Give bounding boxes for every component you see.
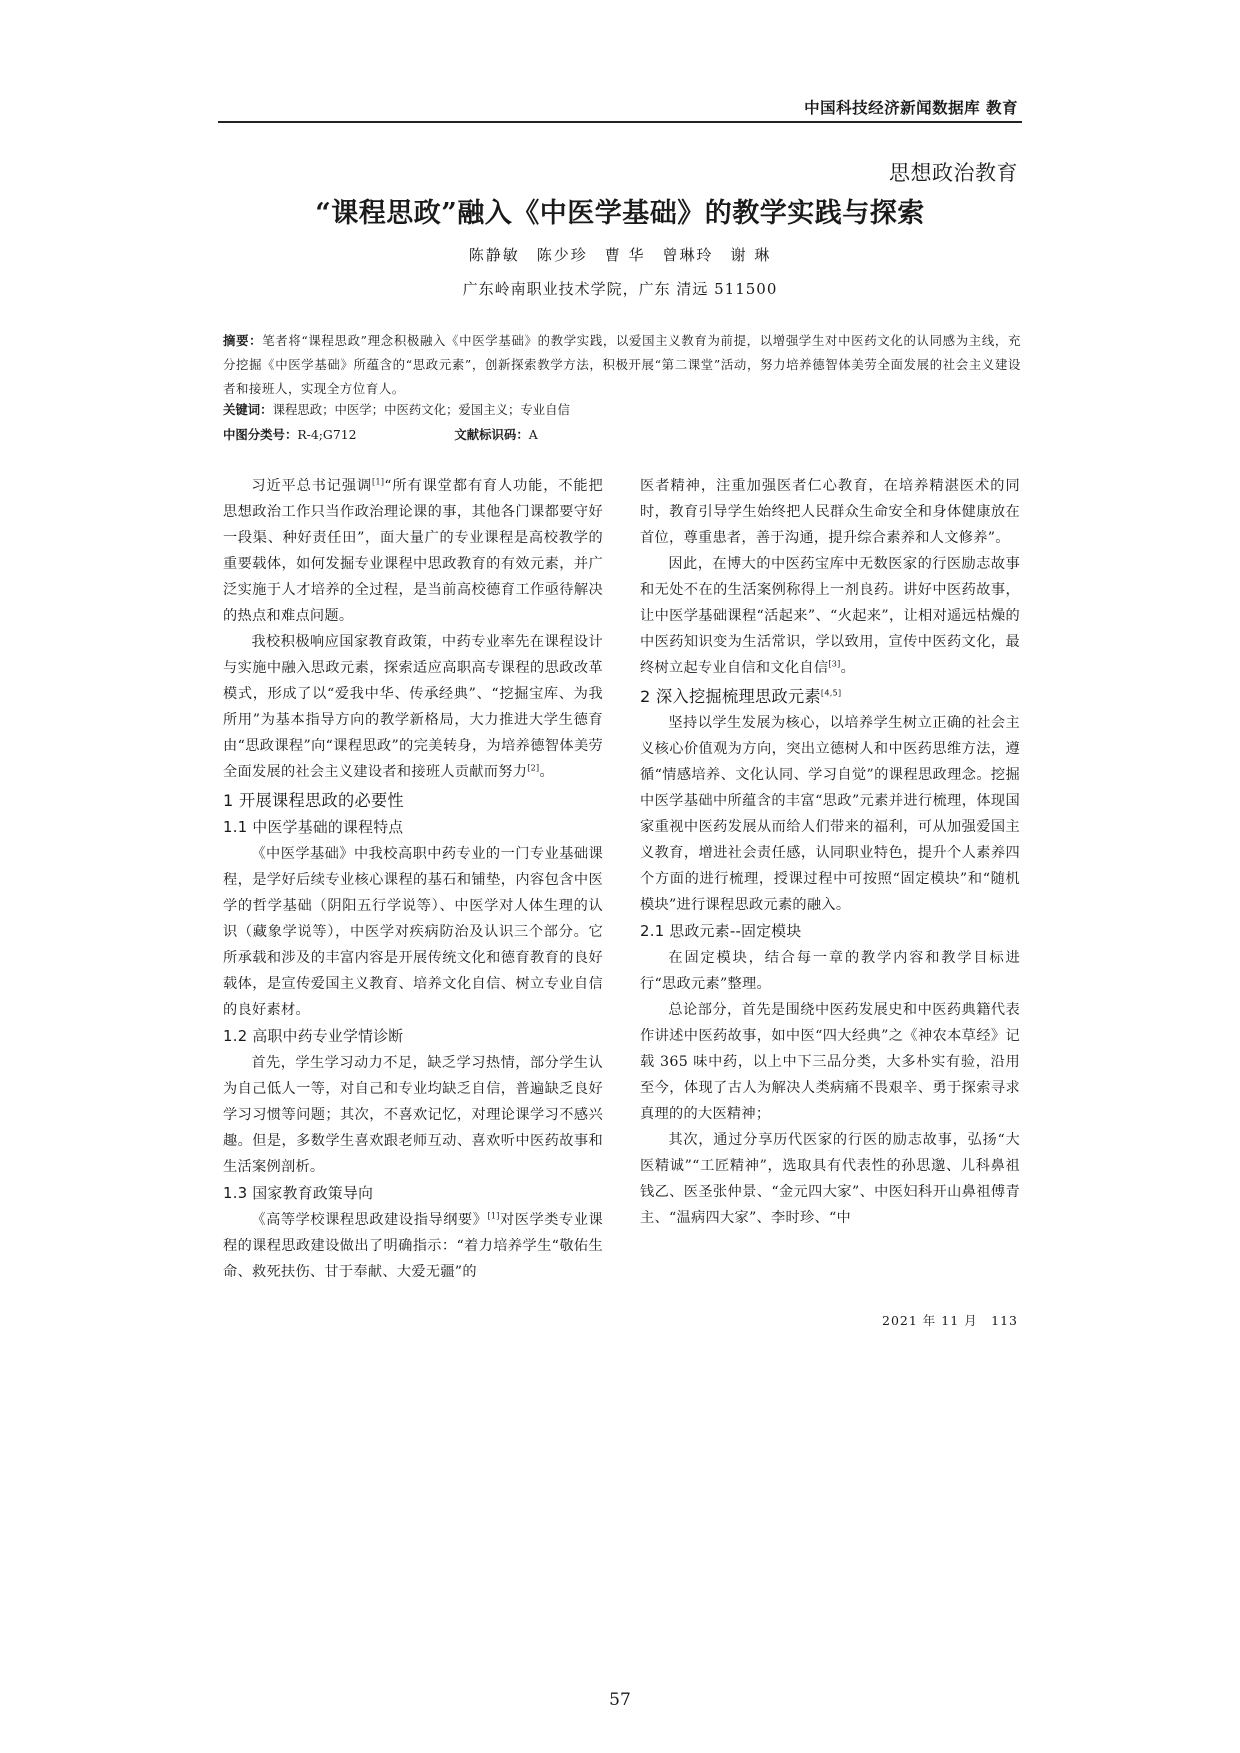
- page-number: 57: [609, 1690, 631, 1710]
- clc-value: R-4;G712: [297, 427, 357, 442]
- subsection-heading: 1.2 高职中药专业学情诊断: [223, 1028, 404, 1045]
- keywords-label: 关键词：: [223, 402, 273, 417]
- abstract-label: 摘要：: [223, 333, 263, 348]
- paragraph-text: 因此，在博大的中医药宝库中无数医家的行医励志故事和无处不在的生活案例称得上一剂良药。讲好中医药故事，让中医学基础课程“活起来”、“火起来”，让相对遥远枯燥的中医药知识变为生活常识，学以致用，宣传中医药文化，最终树立起专业自信和文化自信: [640, 556, 1020, 676]
- article-title: “课程思政”融入《中医学基础》的教学实践与探索: [315, 198, 925, 229]
- header-divider: [218, 121, 1022, 123]
- paragraph: 医者精神，注重加强医者仁心教育，在培养精湛医术的同时，教育引导学生始终把人民群众生命安全和身体健康放在首位，尊重患者，善于沟通，提升综合素养和人文修养”。: [640, 478, 1020, 546]
- section-heading: 1 开展课程思政的必要性: [223, 791, 404, 810]
- clc-label: 中图分类号：: [223, 427, 298, 442]
- paragraph: [223, 629, 603, 785]
- citation-ref: [3]: [828, 659, 841, 669]
- paragraph: [640, 551, 1020, 681]
- subsection-heading: 1.3 国家教育政策导向: [223, 1185, 374, 1202]
- classification-line: [223, 425, 538, 443]
- paragraph-text: 。: [539, 764, 554, 780]
- left-column: [223, 473, 603, 1285]
- paragraph-text: 习近平总书记强调: [251, 478, 373, 494]
- citation-ref: [2]: [527, 763, 540, 773]
- article-authors: 陈静敏 陈少珍 曹 华 曾琳玲 谢 琳: [468, 246, 772, 264]
- paragraph-text: 。: [840, 660, 856, 676]
- paragraph: 《中医学基础》中我校高职中药专业的一门专业基础课程，是学好后续专业核心课程的基石和铺垫，内容包含中医学的哲学基础（阴阳五行学说等）、中医学对人体生理的认识（藏象学说等），中医学对疾病防治及认识三个部分。它所承载和涉及的丰富内容是开展传统文化和德育教育的良好载体，是宣传爱国主义教育、培养文化自信、树立专业自信的良好素材。: [223, 846, 603, 1018]
- issue-date: 2021 年 11 月 113: [882, 1313, 1018, 1328]
- paragraph: 总论部分，首先是围绕中医药发展史和中医药典籍代表作讲述中医药故事，如中医“四大经典”之《神农本草经》记载 365 味中药，以上中下三品分类，大多朴实有验，沿用至今，体现了古人为解决人类病痛不畏艰辛、勇于探索寻求真理的的大医精神；: [640, 1002, 1020, 1122]
- paragraph-text: 对医学类专业课程的课程思政建设做出了明确指示：“着力培养学生“敬佑生命、救死扶伤、甘于奉献、大爱无疆”的: [223, 1212, 603, 1280]
- abstract-block: [223, 329, 1021, 401]
- journal-header: 中国科技经济新闻数据库 教育: [804, 99, 1018, 117]
- paragraph: 首先，学生学习动力不足，缺乏学习热情，部分学生认为自己低人一等，对自己和专业均缺乏自信，普遍缺乏良好学习习惯等问题；其次，不喜欢记忆，对理论课学习不感兴趣。但是，多数学生喜欢跟老师互动、喜欢听中医药故事和生活案例剖析。: [223, 1055, 603, 1175]
- paragraph: 在固定模块，结合每一章的教学内容和教学目标进行“思政元素”整理。: [640, 950, 1020, 992]
- citation-ref: [1]: [487, 1211, 500, 1221]
- doc-code-value: A: [528, 427, 538, 442]
- abstract-text: 笔者将“课程思政”理念积极融入《中医学基础》的教学实践，以爱国主义教育为前提，以增强学生对中医药文化的认同感为主线，充分挖掘《中医学基础》所蕴含的“思政元素”，创新探索教学方法，积极开展“第二课堂”活动，努力培养德智体美劳全面发展的社会主义建设者和接班人，实现全方位育人。: [223, 333, 1021, 396]
- article-affiliation: 广东岭南职业技术学院，广东 清远 511500: [462, 280, 778, 298]
- paragraph: [223, 473, 603, 629]
- citation-ref: [4,5]: [820, 688, 842, 698]
- keywords-text: 课程思政；中医学；中医药文化；爱国主义；专业自信: [272, 402, 570, 417]
- paragraph: 坚持以学生发展为核心，以培养学生树立正确的社会主义核心价值观为方向，突出立德树人和中医药思维方法，遵循“情感培养、文化认同、学习自觉”的课程思政理念。挖掘中医学基础中所蕴含的丰富“思政”元素并进行梳理，体现国家重视中医药发展从而给人们带来的福利，可从加强爱国主义教育，增进社会责任感，认同职业特色，提升个人素养四个方面的进行梳理，授课过程中可按照“固定模块”和“随机模块”进行课程思政元素的融入。: [640, 715, 1020, 913]
- subsection-heading: 2.1 思政元素--固定模块: [640, 923, 802, 940]
- section-heading-text: 2 深入挖掘梳理思政元素: [640, 687, 821, 706]
- right-column: [640, 473, 1020, 1231]
- paragraph: [223, 1207, 603, 1285]
- keywords-line: [223, 400, 570, 418]
- section-tag: 思想政治教育: [889, 161, 1018, 185]
- subsection-heading: 1.1 中医学基础的课程特点: [223, 819, 404, 836]
- paragraph: 其次，通过分享历代医家的行医的励志故事，弘扬“大医精诚”“工匠精神”，选取具有代表性的孙思邈、儿科鼻祖钱乙、医圣张仲景、“金元四大家”、中医妇科开山鼻祖傅青主、“温病四大家”、李时珍、“中: [640, 1132, 1020, 1226]
- paragraph-text: “所有课堂都有育人功能，不能把思想政治工作只当作政治理论课的事，其他各门课都要守好一段渠、种好责任田”，面大量广的专业课程是高校教学的重要载体，如何发掘专业课程中思政教育的有效元素，并广泛实施于人才培养的全过程，是当前高校德育工作亟待解决的热点和难点问题。: [223, 478, 603, 624]
- citation-ref: [1]: [372, 477, 385, 487]
- section-heading: [640, 683, 1020, 710]
- paragraph-text: 《高等学校课程思政建设指导纲要》: [251, 1212, 488, 1228]
- doc-code-label: 文献标识码：: [454, 427, 529, 442]
- paragraph-text: 我校积极响应国家教育政策，中药专业率先在课程设计与实施中融入思政元素，探索适应高职高专课程的思政改革模式，形成了以“爱我中华、传承经典”、“挖掘宝库、为我所用”为基本指导方向的教学新格局，大力推进大学生德育由“思政课程”向“课程思政”的完美转身，为培养德智体美劳全面发展的社会主义建设者和接班人贡献而努力: [223, 634, 603, 780]
